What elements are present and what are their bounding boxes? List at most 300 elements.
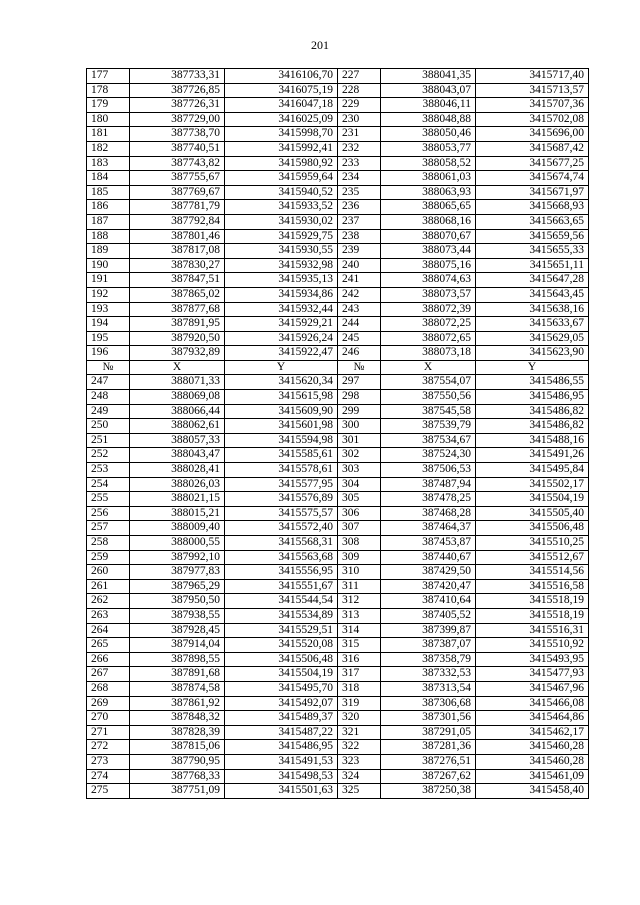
- y-coordinate-left: 3415495,70: [225, 681, 338, 696]
- x-coordinate-right: 388068,16: [381, 214, 476, 229]
- x-coordinate-right: 387550,56: [381, 390, 476, 405]
- y-coordinate-right: 3415623,90: [476, 346, 589, 361]
- x-coordinate-right: 387440,67: [381, 550, 476, 565]
- point-number-right: 228: [338, 83, 381, 98]
- x-coordinate-right: 387453,87: [381, 536, 476, 551]
- x-coordinate-right: 388046,11: [381, 98, 476, 113]
- x-coordinate-right: 387429,50: [381, 565, 476, 580]
- point-number-left: 261: [87, 579, 130, 594]
- y-coordinate-right: 3415504,19: [476, 492, 589, 507]
- header-num-right: №: [338, 360, 381, 375]
- x-coordinate-left: 387801,46: [130, 229, 225, 244]
- point-number-right: 324: [338, 769, 381, 784]
- point-number-right: 243: [338, 302, 381, 317]
- y-coordinate-right: 3415516,58: [476, 579, 589, 594]
- point-number-right: 320: [338, 711, 381, 726]
- y-coordinate-right: 3415493,95: [476, 652, 589, 667]
- point-number-right: 241: [338, 273, 381, 288]
- y-coordinate-right: 3415462,17: [476, 725, 589, 740]
- y-coordinate-right: 3415643,45: [476, 287, 589, 302]
- y-coordinate-left: 3415594,98: [225, 433, 338, 448]
- point-number-left: 185: [87, 185, 130, 200]
- x-coordinate-right: 387332,53: [381, 667, 476, 682]
- table-row: [87, 287, 589, 302]
- x-coordinate-left: 387848,32: [130, 711, 225, 726]
- y-coordinate-right: 3415486,95: [476, 390, 589, 405]
- table-row: [87, 375, 589, 390]
- y-coordinate-left: 3415563,68: [225, 550, 338, 565]
- coordinates-block-2: [87, 375, 589, 798]
- table-row: [87, 317, 589, 332]
- point-number-left: 255: [87, 492, 130, 507]
- point-number-right: 321: [338, 725, 381, 740]
- table-row: [87, 463, 589, 478]
- point-number-left: 192: [87, 287, 130, 302]
- y-coordinate-right: 3415486,82: [476, 419, 589, 434]
- y-coordinate-left: 3415926,24: [225, 331, 338, 346]
- table-row: [87, 98, 589, 113]
- y-coordinate-left: 3415980,92: [225, 156, 338, 171]
- point-number-left: 269: [87, 696, 130, 711]
- point-number-right: 246: [338, 346, 381, 361]
- point-number-left: 257: [87, 521, 130, 536]
- y-coordinate-left: 3415492,07: [225, 696, 338, 711]
- header-x-right: X: [381, 360, 476, 375]
- x-coordinate-right: 388065,65: [381, 200, 476, 215]
- x-coordinate-left: 387977,83: [130, 565, 225, 580]
- y-coordinate-left: 3415933,52: [225, 200, 338, 215]
- y-coordinate-left: 3415620,34: [225, 375, 338, 390]
- y-coordinate-right: 3415491,26: [476, 448, 589, 463]
- point-number-left: 180: [87, 112, 130, 127]
- x-coordinate-left: 387992,10: [130, 550, 225, 565]
- x-coordinate-right: 388043,07: [381, 83, 476, 98]
- table-row: [87, 638, 589, 653]
- x-coordinate-left: 387781,79: [130, 200, 225, 215]
- x-coordinate-right: 387276,51: [381, 754, 476, 769]
- x-coordinate-left: 388026,03: [130, 477, 225, 492]
- point-number-left: 253: [87, 463, 130, 478]
- point-number-left: 263: [87, 608, 130, 623]
- table-row: [87, 171, 589, 186]
- y-coordinate-left: 3415551,67: [225, 579, 338, 594]
- x-coordinate-left: 387914,04: [130, 638, 225, 653]
- x-coordinate-left: 387790,95: [130, 754, 225, 769]
- x-coordinate-right: 387405,52: [381, 608, 476, 623]
- y-coordinate-left: 3415935,13: [225, 273, 338, 288]
- y-coordinate-left: 3415572,40: [225, 521, 338, 536]
- y-coordinate-left: 3415992,41: [225, 141, 338, 156]
- point-number-right: 303: [338, 463, 381, 478]
- y-coordinate-left: 3416075,19: [225, 83, 338, 98]
- y-coordinate-right: 3415655,33: [476, 244, 589, 259]
- point-number-right: 316: [338, 652, 381, 667]
- point-number-right: 323: [338, 754, 381, 769]
- x-coordinate-left: 387815,06: [130, 740, 225, 755]
- x-coordinate-right: 387524,30: [381, 448, 476, 463]
- x-coordinate-left: 387950,50: [130, 594, 225, 609]
- y-coordinate-right: 3415464,86: [476, 711, 589, 726]
- x-coordinate-left: 387898,55: [130, 652, 225, 667]
- y-coordinate-right: 3415466,08: [476, 696, 589, 711]
- x-coordinate-left: 388009,40: [130, 521, 225, 536]
- point-number-left: 186: [87, 200, 130, 215]
- point-number-right: 231: [338, 127, 381, 142]
- point-number-right: 239: [338, 244, 381, 259]
- x-coordinate-right: 387410,64: [381, 594, 476, 609]
- point-number-left: 268: [87, 681, 130, 696]
- y-coordinate-right: 3415671,97: [476, 185, 589, 200]
- point-number-right: 304: [338, 477, 381, 492]
- y-coordinate-left: 3415504,19: [225, 667, 338, 682]
- point-number-right: 309: [338, 550, 381, 565]
- y-coordinate-right: 3415461,09: [476, 769, 589, 784]
- point-number-right: 299: [338, 404, 381, 419]
- x-coordinate-left: 388062,61: [130, 419, 225, 434]
- x-coordinate-left: 387932,89: [130, 346, 225, 361]
- y-coordinate-right: 3415518,19: [476, 608, 589, 623]
- point-number-left: 271: [87, 725, 130, 740]
- point-number-left: 179: [87, 98, 130, 113]
- table-row: [87, 214, 589, 229]
- x-coordinate-left: 387768,33: [130, 769, 225, 784]
- table-row: [87, 433, 589, 448]
- table-row: [87, 112, 589, 127]
- y-coordinate-left: 3415489,37: [225, 711, 338, 726]
- table-row: [87, 419, 589, 434]
- point-number-right: 232: [338, 141, 381, 156]
- y-coordinate-right: 3415668,93: [476, 200, 589, 215]
- x-coordinate-left: 387755,67: [130, 171, 225, 186]
- x-coordinate-left: 387938,55: [130, 608, 225, 623]
- x-coordinate-left: 387817,08: [130, 244, 225, 259]
- x-coordinate-right: 387387,07: [381, 638, 476, 653]
- y-coordinate-left: 3415487,22: [225, 725, 338, 740]
- x-coordinate-left: 387874,58: [130, 681, 225, 696]
- x-coordinate-left: 387828,39: [130, 725, 225, 740]
- point-number-right: 298: [338, 390, 381, 405]
- y-coordinate-left: 3416106,70: [225, 69, 338, 84]
- x-coordinate-right: 388074,63: [381, 273, 476, 288]
- y-coordinate-left: 3415934,86: [225, 287, 338, 302]
- y-coordinate-right: 3415514,56: [476, 565, 589, 580]
- y-coordinate-right: 3415486,82: [476, 404, 589, 419]
- x-coordinate-right: 387306,68: [381, 696, 476, 711]
- table-row: [87, 711, 589, 726]
- point-number-left: 188: [87, 229, 130, 244]
- table-row: [87, 185, 589, 200]
- x-coordinate-left: 387740,51: [130, 141, 225, 156]
- point-number-left: 183: [87, 156, 130, 171]
- table-row: [87, 754, 589, 769]
- y-coordinate-right: 3415516,31: [476, 623, 589, 638]
- x-coordinate-left: 387743,82: [130, 156, 225, 171]
- point-number-left: 250: [87, 419, 130, 434]
- y-coordinate-left: 3415940,52: [225, 185, 338, 200]
- point-number-left: 273: [87, 754, 130, 769]
- point-number-right: 319: [338, 696, 381, 711]
- table-row: [87, 258, 589, 273]
- x-coordinate-left: 387928,45: [130, 623, 225, 638]
- x-coordinate-right: 387267,62: [381, 769, 476, 784]
- point-number-left: 251: [87, 433, 130, 448]
- point-number-right: 318: [338, 681, 381, 696]
- point-number-right: 312: [338, 594, 381, 609]
- point-number-right: 315: [338, 638, 381, 653]
- x-coordinate-right: 388073,18: [381, 346, 476, 361]
- x-coordinate-right: 387554,07: [381, 375, 476, 390]
- table-row: [87, 448, 589, 463]
- table-row: [87, 69, 589, 84]
- x-coordinate-left: 387891,68: [130, 667, 225, 682]
- table-row: [87, 696, 589, 711]
- coordinates-block-1: [87, 69, 589, 361]
- point-number-left: 190: [87, 258, 130, 273]
- y-coordinate-right: 3415677,25: [476, 156, 589, 171]
- y-coordinate-left: 3416047,18: [225, 98, 338, 113]
- x-coordinate-left: 388066,44: [130, 404, 225, 419]
- table-row: [87, 623, 589, 638]
- x-coordinate-right: 387420,47: [381, 579, 476, 594]
- x-coordinate-left: 387751,09: [130, 784, 225, 799]
- x-coordinate-right: 388072,39: [381, 302, 476, 317]
- table-row: [87, 608, 589, 623]
- x-coordinate-right: 388041,35: [381, 69, 476, 84]
- point-number-left: 194: [87, 317, 130, 332]
- x-coordinate-left: 387729,00: [130, 112, 225, 127]
- table-row: [87, 244, 589, 259]
- y-coordinate-right: 3415713,57: [476, 83, 589, 98]
- point-number-right: 325: [338, 784, 381, 799]
- y-coordinate-left: 3415576,89: [225, 492, 338, 507]
- table-row: [87, 492, 589, 507]
- point-number-left: 270: [87, 711, 130, 726]
- point-number-right: 230: [338, 112, 381, 127]
- x-coordinate-right: 388058,52: [381, 156, 476, 171]
- point-number-right: 240: [338, 258, 381, 273]
- x-coordinate-right: 387464,37: [381, 521, 476, 536]
- y-coordinate-left: 3415544,54: [225, 594, 338, 609]
- point-number-right: 245: [338, 331, 381, 346]
- x-coordinate-left: 387861,92: [130, 696, 225, 711]
- point-number-right: 314: [338, 623, 381, 638]
- point-number-right: 229: [338, 98, 381, 113]
- y-coordinate-left: 3415520,08: [225, 638, 338, 653]
- table-row: [87, 521, 589, 536]
- x-coordinate-right: 388072,25: [381, 317, 476, 332]
- y-coordinate-right: 3415506,48: [476, 521, 589, 536]
- point-number-right: 244: [338, 317, 381, 332]
- table-row: [87, 652, 589, 667]
- y-coordinate-right: 3415458,40: [476, 784, 589, 799]
- x-coordinate-left: 387865,02: [130, 287, 225, 302]
- page-number: 201: [311, 38, 329, 52]
- y-coordinate-left: 3415922,47: [225, 346, 338, 361]
- table-row: [87, 229, 589, 244]
- point-number-left: 195: [87, 331, 130, 346]
- y-coordinate-right: 3415460,28: [476, 740, 589, 755]
- point-number-right: 236: [338, 200, 381, 215]
- x-coordinate-left: 387830,27: [130, 258, 225, 273]
- y-coordinate-right: 3415512,67: [476, 550, 589, 565]
- table-row: [87, 127, 589, 142]
- table-row: [87, 536, 589, 551]
- point-number-left: 260: [87, 565, 130, 580]
- point-number-right: 302: [338, 448, 381, 463]
- point-number-right: 234: [338, 171, 381, 186]
- point-number-right: 317: [338, 667, 381, 682]
- point-number-left: 267: [87, 667, 130, 682]
- y-coordinate-left: 3415998,70: [225, 127, 338, 142]
- y-coordinate-right: 3415488,16: [476, 433, 589, 448]
- y-coordinate-right: 3415651,11: [476, 258, 589, 273]
- point-number-left: 259: [87, 550, 130, 565]
- point-number-left: 262: [87, 594, 130, 609]
- point-number-left: 187: [87, 214, 130, 229]
- y-coordinate-left: 3415930,02: [225, 214, 338, 229]
- y-coordinate-right: 3415717,40: [476, 69, 589, 84]
- y-coordinate-right: 3415460,28: [476, 754, 589, 769]
- x-coordinate-left: 387965,29: [130, 579, 225, 594]
- point-number-right: 307: [338, 521, 381, 536]
- table-row: [87, 740, 589, 755]
- x-coordinate-right: 387545,58: [381, 404, 476, 419]
- y-coordinate-left: 3415501,63: [225, 784, 338, 799]
- y-coordinate-left: 3415932,44: [225, 302, 338, 317]
- point-number-left: 189: [87, 244, 130, 259]
- point-number-right: 310: [338, 565, 381, 580]
- x-coordinate-right: 388073,57: [381, 287, 476, 302]
- table-row: [87, 594, 589, 609]
- point-number-left: 272: [87, 740, 130, 755]
- y-coordinate-left: 3415929,21: [225, 317, 338, 332]
- table-row: [87, 200, 589, 215]
- y-coordinate-left: 3416025,09: [225, 112, 338, 127]
- y-coordinate-right: 3415486,55: [476, 375, 589, 390]
- point-number-right: 308: [338, 536, 381, 551]
- x-coordinate-right: 387468,28: [381, 506, 476, 521]
- point-number-left: 182: [87, 141, 130, 156]
- table-row: [87, 725, 589, 740]
- x-coordinate-right: 387313,54: [381, 681, 476, 696]
- y-coordinate-left: 3415930,55: [225, 244, 338, 259]
- x-coordinate-right: 387506,53: [381, 463, 476, 478]
- table-row: [87, 579, 589, 594]
- x-coordinate-left: 387891,95: [130, 317, 225, 332]
- table-row: [87, 667, 589, 682]
- point-number-left: 254: [87, 477, 130, 492]
- point-number-left: 265: [87, 638, 130, 653]
- y-coordinate-right: 3415495,84: [476, 463, 589, 478]
- x-coordinate-left: 387920,50: [130, 331, 225, 346]
- x-coordinate-left: 387769,67: [130, 185, 225, 200]
- header-num-left: №: [87, 360, 130, 375]
- y-coordinate-left: 3415486,95: [225, 740, 338, 755]
- y-coordinate-right: 3415647,28: [476, 273, 589, 288]
- x-coordinate-right: 387478,25: [381, 492, 476, 507]
- point-number-left: 184: [87, 171, 130, 186]
- point-number-left: 249: [87, 404, 130, 419]
- point-number-right: 301: [338, 433, 381, 448]
- y-coordinate-left: 3415585,61: [225, 448, 338, 463]
- point-number-right: 306: [338, 506, 381, 521]
- point-number-left: 177: [87, 69, 130, 84]
- y-coordinate-left: 3415556,95: [225, 565, 338, 580]
- header-x-left: X: [130, 360, 225, 375]
- y-coordinate-right: 3415629,05: [476, 331, 589, 346]
- point-number-left: 247: [87, 375, 130, 390]
- y-coordinate-left: 3415575,57: [225, 506, 338, 521]
- point-number-left: 275: [87, 784, 130, 799]
- y-coordinate-left: 3415568,31: [225, 536, 338, 551]
- x-coordinate-left: 388015,21: [130, 506, 225, 521]
- point-number-right: 322: [338, 740, 381, 755]
- point-number-right: 300: [338, 419, 381, 434]
- x-coordinate-right: 387399,87: [381, 623, 476, 638]
- table-row: [87, 784, 589, 799]
- table-row: [87, 346, 589, 361]
- x-coordinate-right: 387487,94: [381, 477, 476, 492]
- point-number-right: 242: [338, 287, 381, 302]
- table-row: [87, 681, 589, 696]
- point-number-left: 178: [87, 83, 130, 98]
- y-coordinate-right: 3415707,36: [476, 98, 589, 113]
- y-coordinate-right: 3415687,42: [476, 141, 589, 156]
- point-number-left: 258: [87, 536, 130, 551]
- point-number-right: 311: [338, 579, 381, 594]
- y-coordinate-left: 3415929,75: [225, 229, 338, 244]
- x-coordinate-left: 387877,68: [130, 302, 225, 317]
- point-number-right: 297: [338, 375, 381, 390]
- x-coordinate-right: 388073,44: [381, 244, 476, 259]
- point-number-right: 305: [338, 492, 381, 507]
- table-row: [87, 83, 589, 98]
- point-number-right: 235: [338, 185, 381, 200]
- x-coordinate-left: 387738,70: [130, 127, 225, 142]
- x-coordinate-left: 388000,55: [130, 536, 225, 551]
- column-header-row: [87, 360, 589, 375]
- y-coordinate-right: 3415502,17: [476, 477, 589, 492]
- coordinates-table: [86, 68, 589, 799]
- y-coordinate-right: 3415674,74: [476, 171, 589, 186]
- table-row: [87, 506, 589, 521]
- y-coordinate-right: 3415633,67: [476, 317, 589, 332]
- y-coordinate-left: 3415577,95: [225, 477, 338, 492]
- table-row: [87, 550, 589, 565]
- x-coordinate-left: 387847,51: [130, 273, 225, 288]
- y-coordinate-right: 3415510,92: [476, 638, 589, 653]
- x-coordinate-right: 388075,16: [381, 258, 476, 273]
- y-coordinate-right: 3415638,16: [476, 302, 589, 317]
- point-number-left: 248: [87, 390, 130, 405]
- point-number-right: 227: [338, 69, 381, 84]
- y-coordinate-left: 3415506,48: [225, 652, 338, 667]
- y-coordinate-right: 3415663,65: [476, 214, 589, 229]
- x-coordinate-right: 387539,79: [381, 419, 476, 434]
- y-coordinate-right: 3415659,56: [476, 229, 589, 244]
- y-coordinate-left: 3415959,64: [225, 171, 338, 186]
- y-coordinate-left: 3415578,61: [225, 463, 338, 478]
- table-row: [87, 477, 589, 492]
- x-coordinate-left: 387726,31: [130, 98, 225, 113]
- x-coordinate-right: 387301,56: [381, 711, 476, 726]
- table-row: [87, 404, 589, 419]
- x-coordinate-left: 388043,47: [130, 448, 225, 463]
- point-number-right: 237: [338, 214, 381, 229]
- x-coordinate-right: 388053,77: [381, 141, 476, 156]
- x-coordinate-right: 388048,88: [381, 112, 476, 127]
- table-row: [87, 565, 589, 580]
